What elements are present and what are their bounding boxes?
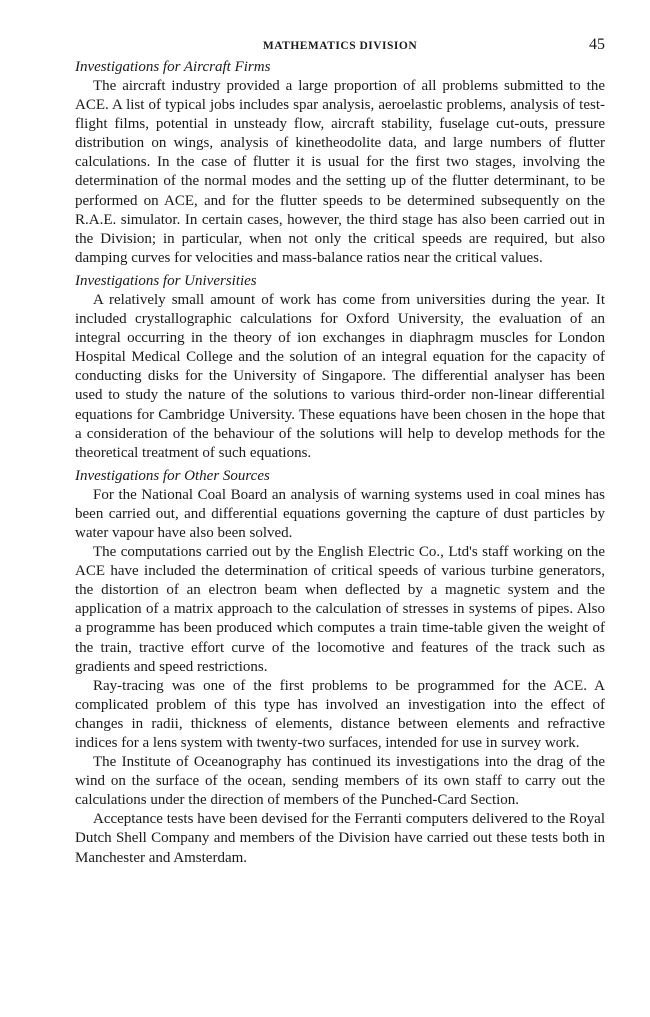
paragraph: A relatively small amount of work has come from universities during the year. It included crystallographic calculations for Oxford University, the evaluation of an integral occurring in the theory of ion exchanges in diaphragm muscles for London Hospital Medical College and the solution of an integral equation for the capacity of conducting disks for the University of Singapore. The differential analyser has been used to study the nature of the solutions to various third-order non-linear differential equations for Cambridge University. These equations have been chosen in the hope that a consideration of the behaviour of the solutions will help to develop methods for the theoretical treatment of such equations. bbox=[75, 291, 605, 461]
paragraph: Ray-tracing was one of the first problems to be programmed for the ACE. A complicated problem of this type has involved an investigation into the effect of changes in radii, thickness of elements, distance between elements and refractive indices for a lens system with twenty-two surfaces, intended for use in survey work. bbox=[75, 677, 605, 751]
section-universities bbox=[75, 272, 605, 463]
paragraph: The aircraft industry provided a large proportion of all problems submitted to the ACE. A list of typical jobs includes spar analysis, aeroelastic problems, analysis of test-flight films, potential in unsteady flow, aircraft stability, fuselage cut-outs, pressure distribution on wings, analysis of kinetheodolite data, and large numbers of flutter calculations. In the case of flutter it is usual for the first two stages, involving the determination of the normal modes and the setting up of the flutter determinant, to be performed on ACE, and for the flutter speeds to be determined subsequently on the R.A.E. simulator. In certain cases, however, the third stage has also been carried out in the Division; in particular, when not only the critical speeds are required, but also damping curves for velocities and mass-balance ratios near the critical values. bbox=[75, 78, 605, 266]
section-aircraft-firms bbox=[75, 58, 605, 268]
paragraph: Acceptance tests have been devised for the Ferranti computers delivered to the Royal Dutch Shell Company and members of the Division have carried out these tests both in Manchester and Amsterdam. bbox=[75, 811, 605, 866]
page-number: 45 bbox=[589, 36, 605, 53]
running-title: MATHEMATICS DIVISION bbox=[262, 40, 418, 52]
section-heading: Investigations for Other Sources bbox=[75, 467, 270, 484]
paragraph: The Institute of Oceanography has continued its investigations into the drag of the wind on the surface of the ocean, sending members of its own staff to carry out the calculations under the direction of members of the Punched-Card Section. bbox=[75, 754, 605, 809]
paragraph: The computations carried out by the English Electric Co., Ltd's staff working on the ACE have included the determination of critical speeds of various turbine generators, the distortion of an electron beam when deflected by a magnetic system and the application of a matrix approach to the calculation of stresses in systems of pipes. Also a programme has been produced which computes a train time-table given the weight of the train, tractive effort curve of the locomotive and features of the track such as gradients and speed restrictions. bbox=[75, 544, 605, 675]
paragraph: For the National Coal Board an analysis of warning systems used in coal mines has been carried out, and differential equations governing the capture of dust particles by water vapour have also been solved. bbox=[75, 486, 605, 541]
running-head bbox=[75, 36, 605, 58]
page bbox=[75, 36, 605, 868]
section-heading: Investigations for Aircraft Firms bbox=[75, 59, 271, 75]
section-other-sources bbox=[75, 467, 605, 868]
section-heading: Investigations for Universities bbox=[75, 272, 257, 289]
